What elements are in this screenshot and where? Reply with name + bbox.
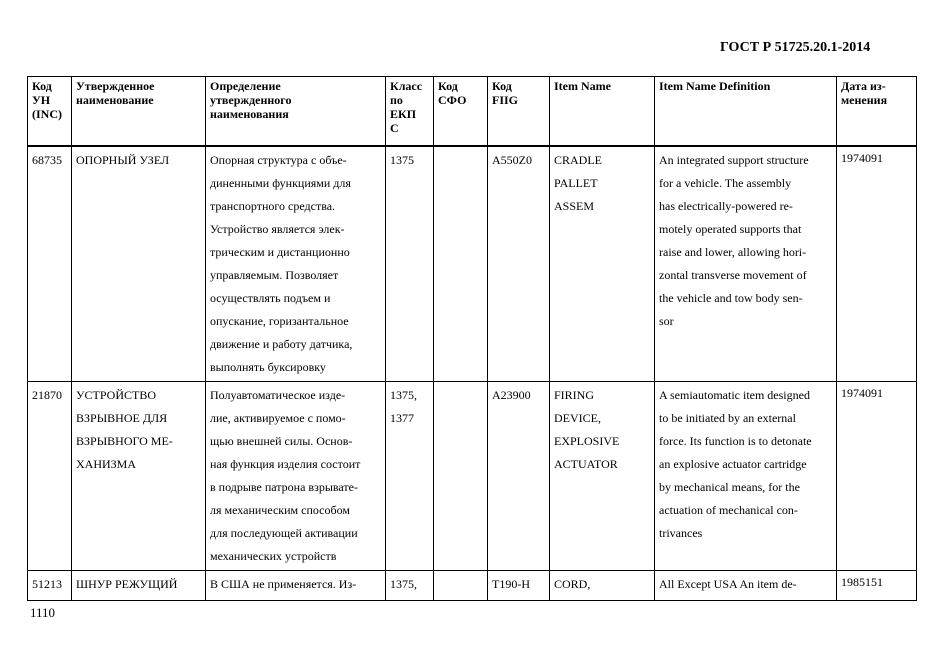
cell-definition: В США не применяется. Из- xyxy=(206,570,386,600)
cell-fiig: T190-H xyxy=(488,570,550,600)
col-header-date: Дата из- менения xyxy=(837,77,917,146)
cell-date: 1974091 xyxy=(837,381,917,570)
col-header-item-name: Item Name xyxy=(550,77,655,146)
cell-item-name-definition: All Except USA An item de- xyxy=(655,570,837,600)
cell-class: 1375, xyxy=(386,570,434,600)
col-header-approved-name: Утвержденное наименование xyxy=(72,77,206,146)
col-header-fiig: Код FIIG xyxy=(488,77,550,146)
table-row xyxy=(28,381,917,570)
cell-inc: 68735 xyxy=(28,146,72,382)
nomenclature-table xyxy=(27,76,917,601)
document-header-title: ГОСТ Р 51725.20.1-2014 xyxy=(720,40,871,55)
cell-class: 1375, 1377 xyxy=(386,381,434,570)
cell-fiig: A550Z0 xyxy=(488,146,550,382)
page-number: 1110 xyxy=(30,605,56,620)
cell-sfo xyxy=(434,570,488,600)
cell-item-name: FIRING DEVICE, EXPLOSIVE ACTUATOR xyxy=(550,381,655,570)
cell-approved-name: УСТРОЙСТВО ВЗРЫВНОЕ ДЛЯ ВЗРЫВНОГО МЕ- ХАНИЗМА xyxy=(72,381,206,570)
col-header-item-name-definition: Item Name Definition xyxy=(655,77,837,146)
cell-definition: Полуавтоматическое изде- лие, активируемое с помо- щью внешней силы. Основ- ная функция изделия состоит в подрыве патрона взрывате- ля механическим способом для последующей активации механических устройств xyxy=(206,381,386,570)
cell-date: 1974091 xyxy=(837,146,917,382)
cell-approved-name: ОПОРНЫЙ УЗЕЛ xyxy=(72,146,206,382)
cell-sfo xyxy=(434,146,488,382)
cell-date: 1985151 xyxy=(837,570,917,600)
table-header-row xyxy=(28,77,917,146)
col-header-class: Класс по ЕКП С xyxy=(386,77,434,146)
col-header-inc: Код УН (INC) xyxy=(28,77,72,146)
cell-item-name-definition: An integrated support structure for a vehicle. The assembly has electrically-powered re- motely operated supports that raise and lower, allowing hori- zontal transverse movement of the vehicle and tow body sen- sor xyxy=(655,146,837,382)
table-row xyxy=(28,570,917,600)
cell-approved-name: ШНУР РЕЖУЩИЙ xyxy=(72,570,206,600)
cell-fiig: A23900 xyxy=(488,381,550,570)
table-row xyxy=(28,146,917,382)
cell-inc: 51213 xyxy=(28,570,72,600)
cell-definition: Опорная структура с объе- диненными функциями для транспортного средства. Устройство является элек- трическим и дистанционно управляемым. Позволяет осуществлять подъем и опускание, горизантальное движение и работу датчика, выполнять буксировку xyxy=(206,146,386,382)
cell-sfo xyxy=(434,381,488,570)
cell-item-name: CRADLE PALLET ASSEM xyxy=(550,146,655,382)
cell-item-name-definition: A semiautomatic item designed to be initiated by an external force. Its function is to detonate an explosive actuator cartridge by mechanical means, for the actuation of mechanical con- trivances xyxy=(655,381,837,570)
col-header-sfo: Код СФО xyxy=(434,77,488,146)
col-header-definition: Определение утвержденного наименования xyxy=(206,77,386,146)
cell-class: 1375 xyxy=(386,146,434,382)
cell-inc: 21870 xyxy=(28,381,72,570)
cell-item-name: CORD, xyxy=(550,570,655,600)
